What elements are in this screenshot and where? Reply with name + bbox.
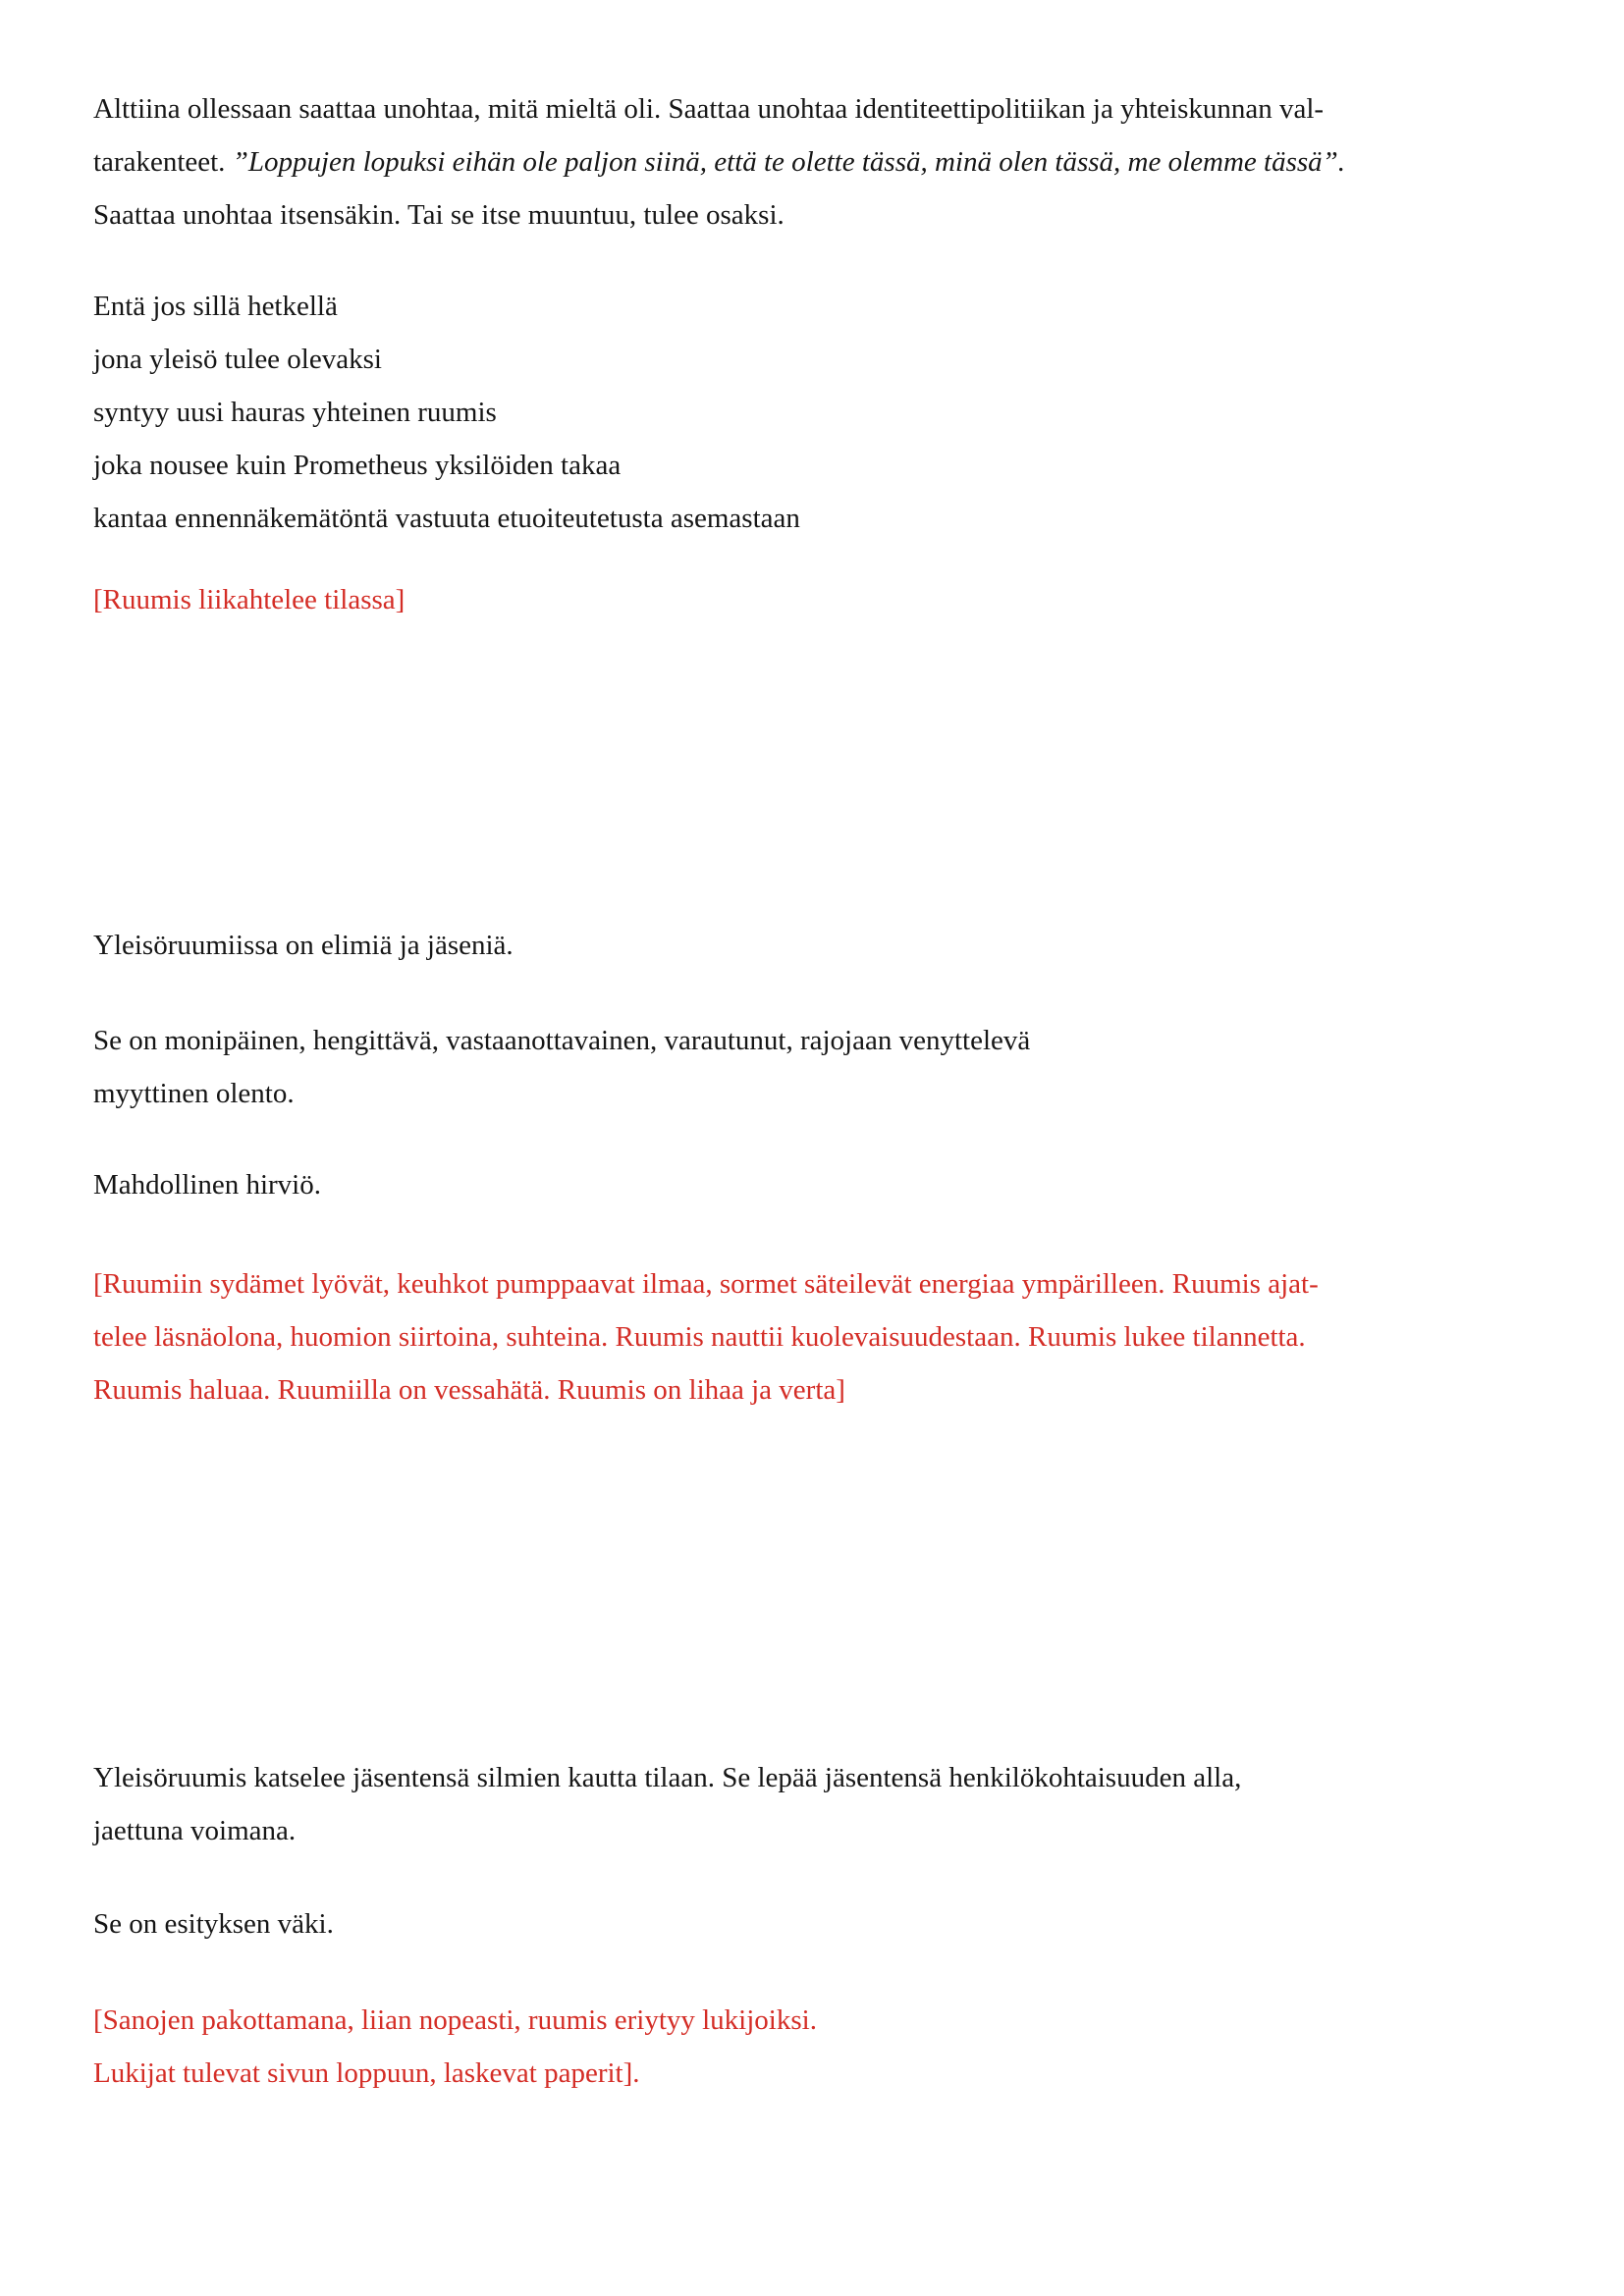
poem-stanza [93,280,1546,545]
intro-paragraph [93,82,1546,241]
statement-1-text: Yleisöruumiissa on elimiä ja jäseniä. [93,930,514,961]
statement-3-text: Se on esityksen väki. [93,1908,334,1940]
body-paragraph [93,1751,1546,1857]
intro-line-2-quote: ”Loppujen lopuksi eihän ole paljon siinä, että te olette tässä, minä olen tässä, me olemme tässä”. [232,146,1346,178]
statement-1 [93,919,1546,972]
poem-line-1: Entä jos sillä hetkellä [93,291,338,322]
stage-direction-2-line-1: [Ruumiin sydämet lyövät, keuhkot pumppaavat ilmaa, sormet säteilevät energiaa ympärilleen. Ruumis ajat- [93,1268,1319,1300]
stage-direction-3-line-2: Lukijat tulevat sivun loppuun, laskevat paperit]. [93,2057,640,2089]
creature-line-2: myyttinen olento. [93,1078,295,1109]
intro-line-2 [93,135,1546,188]
stage-direction-3 [93,1994,1546,2100]
intro-line-2-normal: tarakenteet. [93,146,233,178]
poem-line-3: syntyy uusi hauras yhteinen ruumis [93,397,497,428]
poem-line-4: joka nousee kuin Prometheus yksilöiden takaa [93,450,622,481]
creature-paragraph [93,1014,1546,1120]
stage-direction-3-line-1: [Sanojen pakottamana, liian nopeasti, ruumis eriytyy lukijoiksi. [93,2004,817,2036]
poem-line-5: kantaa ennennäkemätöntä vastuuta etuoiteutetusta asemastaan [93,503,800,534]
body-paragraph-line-1: Yleisöruumis katselee jäsentensä silmien kautta tilaan. Se lepää jäsentensä henkilökohtaisuuden alla, [93,1762,1242,1793]
creature-line-1: Se on monipäinen, hengittävä, vastaanottavainen, varautunut, rajojaan venyttelevä [93,1025,1031,1056]
intro-line-3: Saattaa unohtaa itsensäkin. Tai se itse muuntuu, tulee osaksi. [93,199,785,231]
statement-3 [93,1897,1546,1950]
stage-direction-1-text: [Ruumis liikahtelee tilassa] [93,584,406,615]
intro-line-1: Alttiina ollessaan saattaa unohtaa, mitä mieltä oli. Saattaa unohtaa identiteettipolitiikan ja yhteiskunnan val- [93,93,1325,125]
stage-direction-1 [93,573,1546,626]
stage-direction-2-line-3: Ruumis haluaa. Ruumiilla on vessahätä. Ruumis on lihaa ja verta] [93,1374,845,1406]
statement-2 [93,1158,1546,1211]
body-paragraph-line-2: jaettuna voimana. [93,1815,297,1846]
poem-line-2: jona yleisö tulee olevaksi [93,344,382,375]
statement-2-text: Mahdollinen hirviö. [93,1169,321,1201]
stage-direction-2-line-2: telee läsnäolona, huomion siirtoina, suhteina. Ruumis nauttii kuolevaisuudestaan. Ruumis lukee tilannetta. [93,1321,1306,1353]
stage-direction-2 [93,1257,1546,1416]
